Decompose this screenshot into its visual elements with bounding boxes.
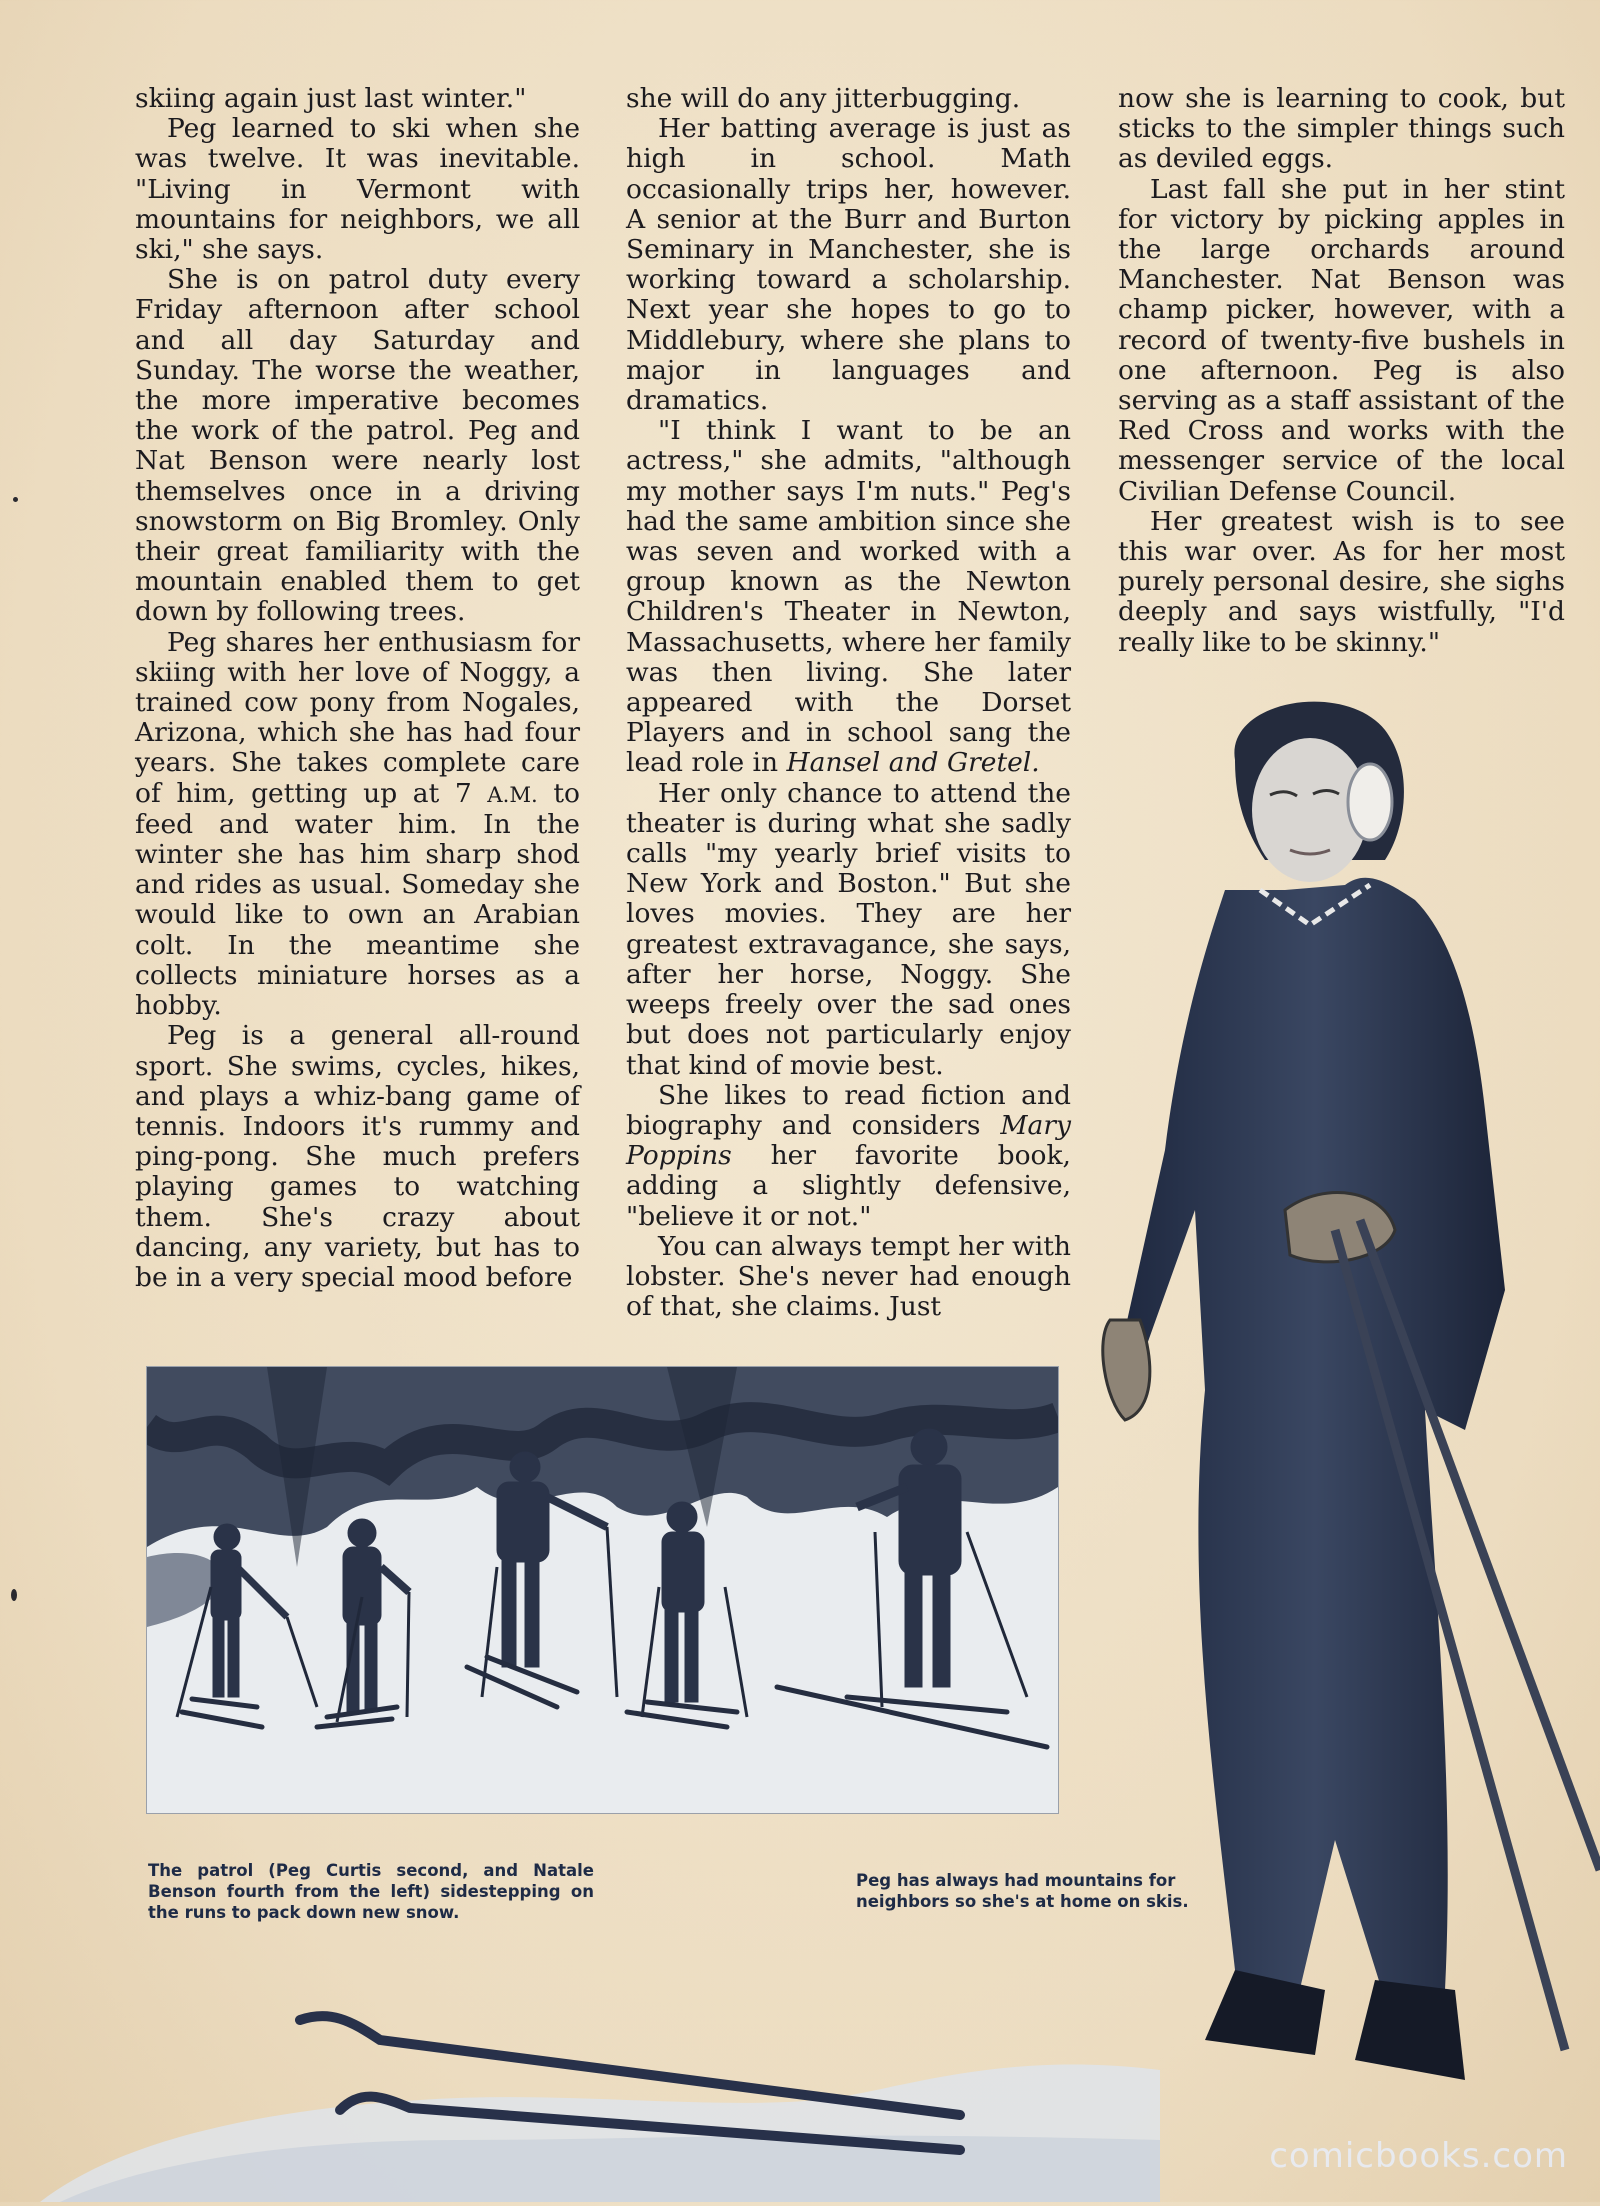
paragraph [626, 1081, 1071, 1232]
column-3 [1118, 84, 1565, 658]
text-run: She likes to read fiction and biography and considers [626, 1079, 1071, 1141]
patrol-photo-caption: The patrol (Peg Curtis second, and Natale Benson fourth from the left) sidestepping on the runs to pack down new snow. [148, 1861, 594, 1922]
time-abbreviation: A.M. [487, 781, 538, 807]
portrait-photo-caption: Peg has always had mountains for neighbors so she's at home on skis. [856, 1871, 1189, 1911]
paper-speck [11, 1589, 17, 1601]
column-1 [135, 84, 580, 1293]
paragraph: Her greatest wish is to see this war over. As for her most purely personal desire, she sighs deeply and says wistfully, "I'd really like to be skinny." [1118, 505, 1565, 658]
site-watermark: comicbooks.com [1269, 2136, 1568, 2176]
paragraph: she will do any jitterbugging. [626, 83, 1021, 114]
paragraph: You can always tempt her with lobster. She's never had enough of that, she claims. Just [626, 1230, 1071, 1323]
text-run: "I think I want to be an actress," she admits, "although my mother says I'm nuts." Peg's had the same ambition since she was seven and worked with a group known as the Newton Children's Theater in Newton, Massachusetts, where her family was then living. She later appeared with the Dorset Players and in school sang the lead role in [626, 415, 1071, 779]
paragraph: She is on patrol duty every Friday afternoon after school and all day Saturday and Sunday. The worse the weather, the more imperative becomes the work of the patrol. Peg and Nat Benson were nearly lost themselves once in a driving snowstorm on Big Bromley. Only their great familiarity with the mountain enabled them to get down by following trees. [135, 264, 580, 628]
text-run: Peg shares her enthusiasm for skiing with her love of Noggy, a trained cow pony from Nogales, Arizona, which she has had four years. She takes complete care of him, getting up at 7 [135, 626, 580, 809]
column-2 [626, 84, 1071, 1322]
paragraph: skiing again just last winter." [135, 83, 527, 114]
paragraph [135, 628, 580, 1022]
paragraph: Her only chance to attend the theater is during what she sadly calls "my yearly brief visits to New York and Boston." But she loves movies. They are her greatest extravagance, she says, after her horse, Noggy. She weeps freely over the sad ones but does not particularly enjoy that kind of movie best. [626, 777, 1071, 1081]
ski-tips-illustration [0, 1990, 1160, 2202]
paper-speck [13, 497, 18, 502]
ski-patrol-photo [146, 1366, 1059, 1814]
paragraph: Her batting average is just as high in school. Math occasionally trips her, however. A senior at the Burr and Burton Seminary in Manchester, she is working toward a scholarship. Next year she hopes to go to Middlebury, where she plans to major in languages and dramatics. [626, 113, 1071, 417]
paragraph: now she is learning to cook, but sticks to the simpler things such as deviled eggs. [1118, 83, 1565, 175]
skier-portrait-photo [1085, 690, 1600, 2202]
book-title: Mary Poppins [626, 1109, 1071, 1172]
paragraph: Peg is a general all-round sport. She swims, cycles, hikes, and plays a whiz-bang game of tennis. Indoors it's rummy and ping-pong. She much prefers playing games to watching them. She's crazy about dancing, any variety, but has to be in a very special mood before [135, 1020, 580, 1293]
paragraph [626, 416, 1071, 778]
text-run: her favorite book, adding a slightly defensive, "believe it or not." [626, 1140, 1071, 1232]
play-title: Hansel and Gretel. [786, 747, 1040, 779]
paragraph: Last fall she put in her stint for victory by picking apples in the large orchards around Manchester. Nat Benson was champ picker, however, with a record of twenty-five bushels in one afternoon. Peg is also serving as a staff assistant of the Red Cross and works with the messenger service of the local Civilian Defense Council. [1118, 173, 1565, 507]
paragraph: Peg learned to ski when she was twelve. It was inevitable. "Living in Vermont with mountains for neighbors, we all ski," she says. [135, 113, 580, 266]
text-run: to feed and water him. In the winter she has him sharp shod and rides as usual. Someday she would like to own an Arabian colt. In the meantime she collects miniature horses as a hobby. [135, 777, 580, 1022]
